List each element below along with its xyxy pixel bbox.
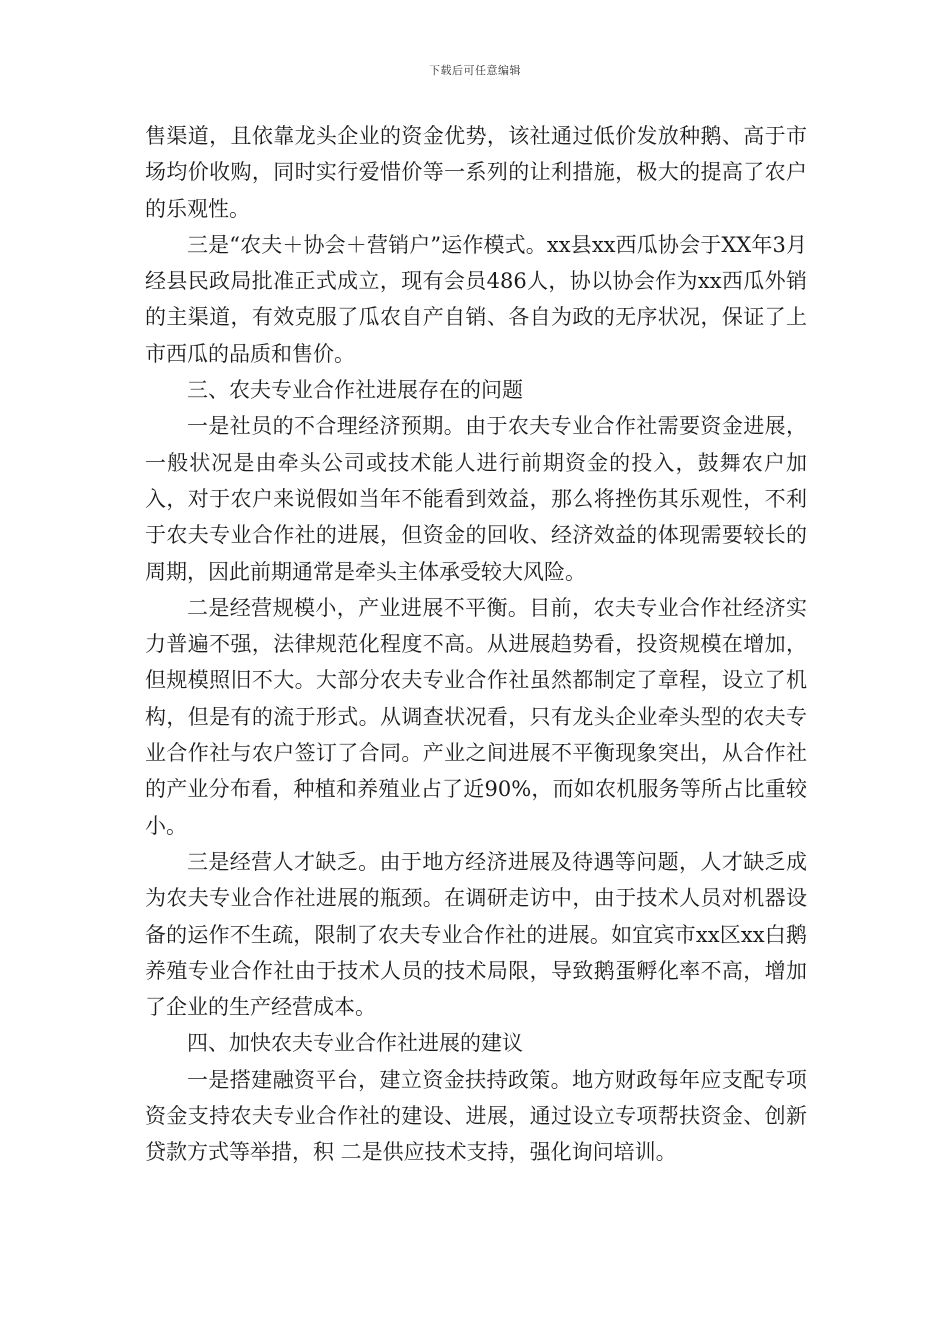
paragraph-2: 三是“农夫＋协会＋营销户”运作模式。xx县xx西瓜协会于XX年3月经县民政局批准正式成立，现有会员486人，协以协会作为xx西瓜外销的主渠道，有效克服了瓜农自产自销、各自为政的无序状况，保证了上市西瓜的品质和售价。	[145, 232, 807, 366]
paragraph-6: 三是经营人才缺乏。由于地方经济进展及待遇等问题，人才缺乏成为农夫专业合作社进展的瓶颈。在调研走访中，由于技术人员对机器设备的运作不生疏，限制了农夫专业合作社的进展。如宜宾市xx区xx白鹅养殖专业合作社由于技术人员的技术局限，导致鹅蛋孵化率不高，增加了企业的生产经营成本。	[145, 849, 807, 1020]
document-body	[145, 118, 807, 1171]
paragraph-5: 二是经营规模小，产业进展不平衡。目前，农夫专业合作社经济实力普遍不强，法律规范化程度不高。从进展趋势看，投资规模在增加，但规模照旧不大。大部分农夫专业合作社虽然都制定了章程，设立了机构，但是有的流于形式。从调查状况看，只有龙头企业牵头型的农夫专业合作社与农户签订了合同。产业之间进展不平衡现象突出，从合作社的产业分布看，种植和养殖业占了近90%，而如农机服务等所占比重较小。	[145, 595, 807, 838]
page-header: 下载后可任意编辑	[429, 64, 521, 77]
paragraph-1: 售渠道，且依靠龙头企业的资金优势，该社通过低价发放种鹅、高于市场均价收购，同时实行爱惜价等一系列的让利措施，极大的提高了农户的乐观性。	[145, 124, 807, 221]
section-heading-4: 四、加快农夫专业合作社进展的建议	[187, 1031, 523, 1056]
paragraph-4: 一是社员的不合理经济预期。由于农夫专业合作社需要资金进展，一般状况是由牵头公司或技术能人进行前期资金的投入，鼓舞农户加入，对于农户来说假如当年不能看到效益，那么将挫伤其乐观性，不利于农夫专业合作社的进展，但资金的回收、经济效益的体现需要较长的周期，因此前期通常是牵头主体承受较大风险。	[145, 414, 807, 584]
section-heading-3: 三、农夫专业合作社进展存在的问题	[187, 378, 523, 403]
paragraph-8: 一是搭建融资平台，建立资金扶持政策。地方财政每年应支配专项资金支持农夫专业合作社的建设、进展，通过设立专项帮扶资金、创新贷款方式等举措，积 二是供应技术支持，强化询问培训。	[145, 1067, 807, 1165]
